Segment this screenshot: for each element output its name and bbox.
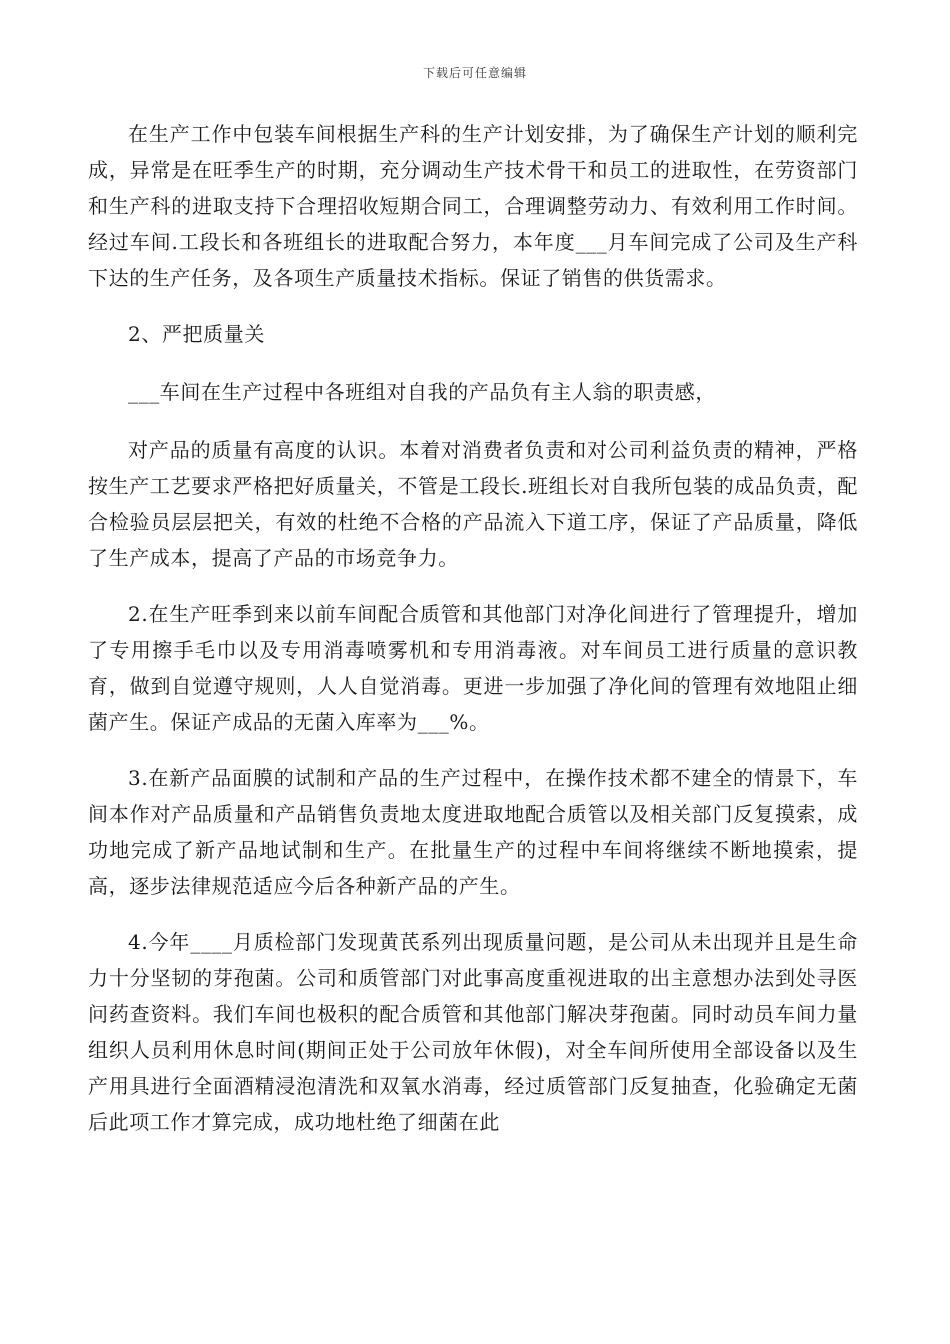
paragraph-clean-room: 2.在生产旺季到来以前车间配合质管和其他部门对净化间进行了管理提升，增加了专用擦手毛巾以及专用消毒喷雾机和专用消毒液。对车间员工进行质量的意识教育，做到自觉遵守规则，人人自觉消毒。更进一步加强了净化间的管理有效地阻止细菌产生。保证产成品的无菌入库率为___%。 [88, 602, 858, 734]
paragraph-responsibility: ___车间在生产过程中各班组对自我的产品负有主人翁的职责感， [128, 380, 716, 404]
section-heading-quality: 2、严把质量关 [128, 322, 265, 346]
page-header: 下载后可任意编辑 [422, 66, 527, 80]
document-body [88, 116, 858, 1160]
paragraph-quality-awareness: 对产品的质量有高度的认识。本着对消费者负责和对公司利益负责的精神，严格按生产工艺要求严格把好质量关，不管是工段长.班组长对自我所包装的成品负责，配合检验员层层把关，有效的杜绝不合格的产品流入下道工序，保证了产品质量，降低了生产成本，提高了产品的市场竞争力。 [88, 438, 858, 570]
paragraph-bacteria-issue: 4.今年____月质检部门发现黄芪系列出现质量问题，是公司从未出现并且是生命力十分坚韧的芽孢菌。公司和质管部门对此事高度重视进取的出主意想办法到处寻医问药查资料。我们车间也极积的配合质管和其他部门解决芽孢菌。同时动员车间力量组织人员利用休息时间(期间正处于公司放年休假)，对全车间所使用全部设备以及生产用具进行全面酒精浸泡清洗和双氧水消毒，经过质管部门反复抽查，化验确定无菌后此项工作才算完成，成功地杜绝了细菌在此 [88, 930, 858, 1134]
paragraph-production-plan: 在生产工作中包装车间根据生产科的生产计划安排，为了确保生产计划的顺利完成，异常是在旺季生产的时期，充分调动生产技术骨干和员工的进取性，在劳资部门和生产科的进取支持下合理招收短期合同工，合理调整劳动力、有效利用工作时间。经过车间.工段长和各班组长的进取配合努力，本年度___月车间完成了公司及生产科下达的生产任务，及各项生产质量技术指标。保证了销售的供货需求。 [88, 122, 858, 290]
paragraph-new-product: 3.在新产品面膜的试制和产品的生产过程中，在操作技术都不建全的情景下，车间本作对产品质量和产品销售负责地太度进取地配合质管以及相关部门反复摸索，成功地完成了新产品地试制和生产。在批量生产的过程中车间将继续不断地摸索，提高，逐步法律规范适应今后各种新产品的产生。 [88, 766, 858, 898]
